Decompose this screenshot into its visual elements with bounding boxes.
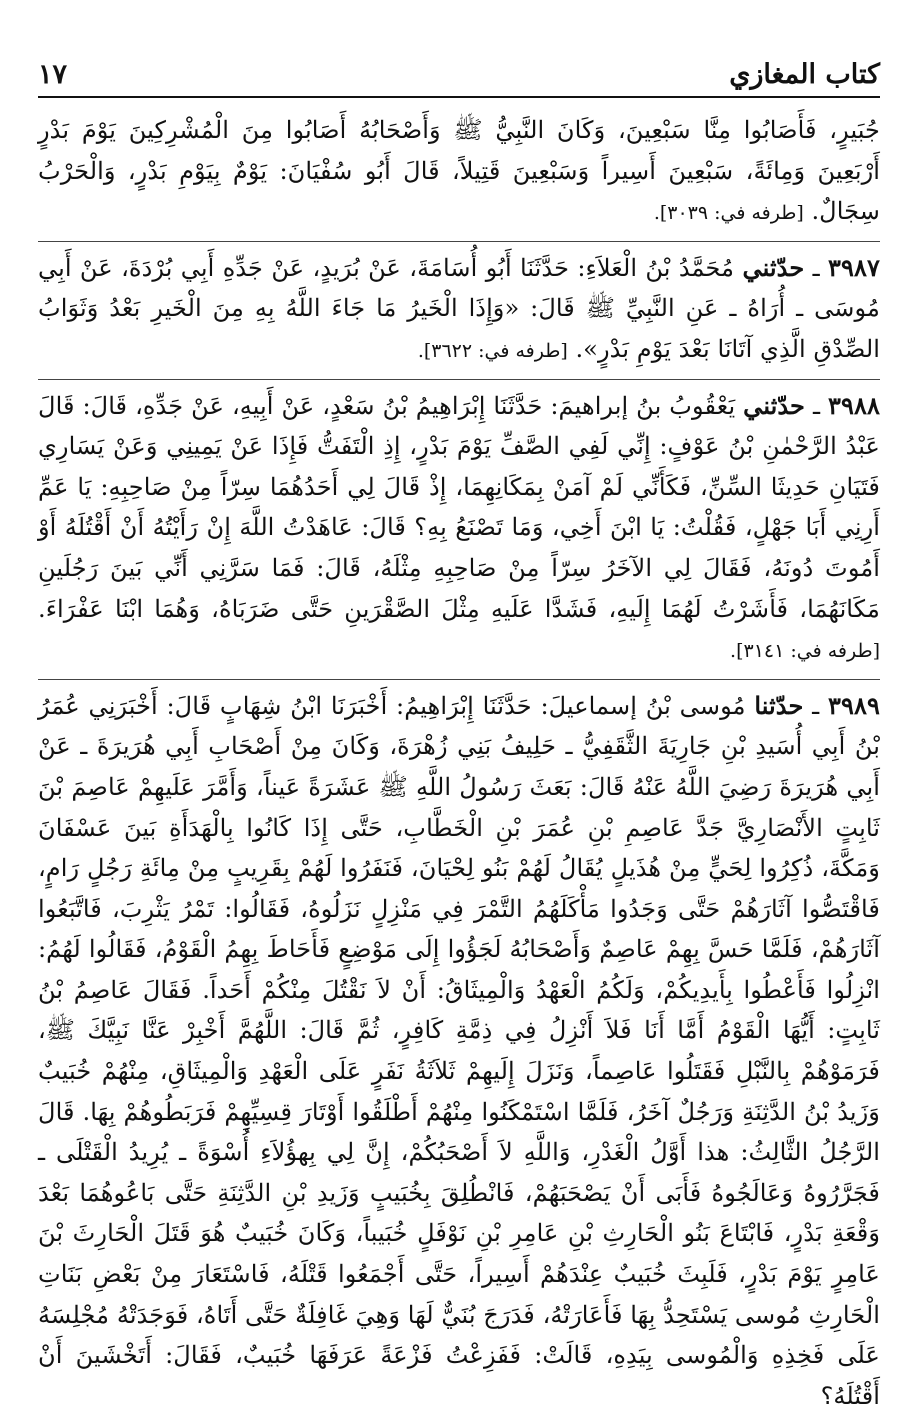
hadith-paragraph: ٣٩٨٩ ـ حدّثنا مُوسى بْنُ إسماعيلَ: حَدَّثَنَا إِبْرَاهِيمُ: أَخْبَرَنَا ابْنُ شِهَابٍ قَالَ: أَخْبَرَنِي عُمَرُ بْنُ أَبِي أُسَيدِ بْنِ جَارِيَةَ الثَّقَفِيُّ ـ حَلِيفُ بَنِي زُهْرَةَ، وَكَانَ مِنْ أَصْحَابِ أَبِي هُرَيرَةَ ـ عَنْ أَبِي هُرَيرَةَ رَضِيَ اللَّهُ عَنْهُ قَالَ: بَعَثَ رَسُولُ اللَّهِ ﷺ عَشَرَةً عَيناً، وَأَمَّرَ عَلَيهِمْ عَاصِمَ بْنَ ثَابِتٍ الأَنْصَارِيَّ جَدَّ عَاصِمِ بْنِ عُمَرَ بْنِ الْخَطَّابِ، حَتَّى إِذَا كَانُوا بِالْهَدَأَةِ بَينَ عَسْفَانَ وَمَكَّةَ، ذُكِرُوا لِحَيٍّ مِنْ هُذَيلٍ يُقَالُ لَهُمْ بَنُو لِحْيَانَ، فَنَفَرُوا لَهُمْ بِقَرِيبٍ مِنْ مِائَةِ رَجُلٍ رَامٍ، فَاقْتَصُّوا آثَارَهُمْ حَتَّى وَجَدُوا مَأْكَلَهُمُ التَّمْرَ فِي مَنْزِلٍ نَزَلُوهُ، فَقَالُوا: تَمْرُ يَثْرِبَ، فَاتَّبَعُوا آثَارَهُمْ، فَلَمَّا حَسَّ بِهِمْ عَاصِمٌ وَأَصْحَابُهُ لَجَؤُوا إِلَى مَوْضِعٍ فَأَحَاطَ بِهِمُ الْقَوْمُ، فَقَالُوا لَهُمُ: انْزِلُوا فَأَعْطُوا بِأَيدِيكُمْ، وَلَكُمُ الْعَهْدُ وَالْمِيثَاقُ: أَنْ لاَ نَقْتُلَ مِنْكُمْ أَحَداً. فَقَالَ عَاصِمُ بْنُ ثَابِتٍ: أَيُّهَا الْقَوْمُ أَمَّا أَنَا فَلاَ أَنْزِلُ فِي ذِمَّةِ كَافِرٍ، ثُمَّ قَالَ: اللَّهُمَّ أَخْبِرْ عَنَّا نَبِيَّكَ ﷺ، فَرَمَوْهُمْ بِالنَّبْلِ فَقَتَلُوا عَاصِماً، وَنَزَلَ إِلَيهِمْ ثَلاَثَةُ نَفَرٍ عَلَى الْعَهْدِ وَالْمِيثَاقِ، مِنْهُمْ خُبَيبٌ وَزَيدُ بْنُ الدَّثِنَةِ وَرَجُلٌ آخَرُ، فَلَمَّا اسْتَمْكَنُوا مِنْهُمْ أَطْلَقُوا أَوْتَارَ قِسِيِّهِمْ فَرَبَطُوهُمْ بِهَا. قَالَ الرَّجُلُ الثَّالِثُ: هذا أَوَّلُ الْغَدْرِ، وَاللَّهِ لاَ أَصْحَبُكُمْ، إِنَّ لِي بِهؤُلاَءِ أُسْوَةً ـ يُرِيدُ الْقَتْلَى ـ فَجَرَّرُوهُ وَعَالَجُوهُ فَأَبَى أَنْ يَصْحَبَهُمْ، فَانْطُلِقَ بِخُبَيبٍ وَزَيدِ بْنِ الدَّثِنَةِ حَتَّى بَاعُوهُمَا بَعْدَ وَقْعَةِ بَدْرٍ، فَابْتَاعَ بَنُو الْحَارِثِ بْنِ عَامِرِ بْنِ نَوْفَلٍ خُبَيباً، وَكَانَ خُبَيبٌ هُوَ قَتَلَ الْحَارِثَ بْنَ عَامِرٍ يَوْمَ بَدْرٍ، فَلَبِثَ خُبَيبٌ عِنْدَهُمْ أَسِيراً، حَتَّى أَجْمَعُوا قَتْلَهُ، فَاسْتَعَارَ مِنْ بَعْضِ بَنَاتِ الْحَارِثِ مُوسى يَسْتَحِدُّ بِهَا فَأَعَارَتْهُ، فَدَرَجَ بُنَيٌّ لَهَا وَهِيَ غَافِلَةٌ حَتَّى أَتَاهُ، فَوَجَدَتْهُ مُجْلِسَهُ عَلَى فَخِذِهِ وَالْمُوسى بِيَدِهِ، قَالَتْ: فَفَزِعْتُ فَزْعَةً عَرَفَهَا خُبَيبٌ، فَقَالَ: أَتَخْشَينَ أَنْ أَقْتُلَهُ؟	[38, 690, 880, 1410]
narration-opener: حدّثنا	[754, 690, 804, 720]
running-header	[38, 46, 880, 98]
hadith-paragraph: ٣٩٨٧ ـ حدّثني مُحَمَّدُ بْنُ الْعَلاَءِ: حَدَّثَنَا أَبُو أُسَامَةَ، عَنْ بُرَيدٍ، عَنْ جَدِّهِ أَبِي بُرْدَةَ، عَنْ أَبِي مُوسَى ـ أُرَاهُ ـ عَنِ النَّبِيِّ ﷺ قَالَ: «وَإِذَا الْخَيرُ مَا جَاءَ اللَّهُ بِهِ مِنَ الْخَيرِ بَعْدُ وَثَوَابُ الصِّدْقِ الَّذِي آتَانَا بَعْدَ يَوْمِ بَدْرٍ». [طرفه في: ٣٦٢٢].	[38, 252, 880, 363]
hadith-number: ٣٩٨٧	[828, 252, 880, 282]
hadith-text: مُوسى بْنُ إسماعيلَ: حَدَّثَنَا إِبْرَاهِيمُ: أَخْبَرَنَا ابْنُ شِهَابٍ قَالَ: أَخْبَرَنِي عُمَرُ بْنُ أَبِي أُسَيدِ بْنِ جَارِيَةَ الثَّقَفِيُّ ـ حَلِيفُ بَنِي زُهْرَةَ، وَكَانَ مِنْ أَصْحَابِ أَبِي هُرَيرَةَ ـ عَنْ أَبِي هُرَيرَةَ رَضِيَ اللَّهُ عَنْهُ قَالَ: بَعَثَ رَسُولُ اللَّهِ ﷺ عَشَرَةً عَيناً، وَأَمَّرَ عَلَيهِمْ عَاصِمَ بْنَ ثَابِتٍ الأَنْصَارِيَّ جَدَّ عَاصِمِ بْنِ عُمَرَ بْنِ الْخَطَّابِ، حَتَّى إِذَا كَانُوا بِالْهَدَأَةِ بَينَ عَسْفَانَ وَمَكَّةَ، ذُكِرُوا لِحَيٍّ مِنْ هُذَيلٍ يُقَالُ لَهُمْ بَنُو لِحْيَانَ، فَنَفَرُوا لَهُمْ بِقَرِيبٍ مِنْ مِائَةِ رَجُلٍ رَامٍ، فَاقْتَصُّوا آثَارَهُمْ حَتَّى وَجَدُوا مَأْكَلَهُمُ التَّمْرَ فِي مَنْزِلٍ نَزَلُوهُ، فَقَالُوا: تَمْرُ يَثْرِبَ، فَاتَّبَعُوا آثَارَهُمْ، فَلَمَّا حَسَّ بِهِمْ عَاصِمٌ وَأَصْحَابُهُ لَجَؤُوا إِلَى مَوْضِعٍ فَأَحَاطَ بِهِمُ الْقَوْمُ، فَقَالُوا لَهُمُ: انْزِلُوا فَأَعْطُوا بِأَيدِيكُمْ، وَلَكُمُ الْعَهْدُ وَالْمِيثَاقُ: أَنْ لاَ نَقْتُلَ مِنْكُمْ أَحَداً. فَقَالَ عَاصِمُ بْنُ ثَابِتٍ: أَيُّهَا الْقَوْمُ أَمَّا أَنَا فَلاَ أَنْزِلُ فِي ذِمَّةِ كَافِرٍ، ثُمَّ قَالَ: اللَّهُمَّ أَخْبِرْ عَنَّا نَبِيَّكَ ﷺ، فَرَمَوْهُمْ بِالنَّبْلِ فَقَتَلُوا عَاصِماً، وَنَزَلَ إِلَيهِمْ ثَلاَثَةُ نَفَرٍ عَلَى الْعَهْدِ وَالْمِيثَاقِ، مِنْهُمْ خُبَيبٌ وَزَيدُ بْنُ الدَّثِنَةِ وَرَجُلٌ آخَرُ، فَلَمَّا اسْتَمْكَنُوا مِنْهُمْ أَطْلَقُوا أَوْتَارَ قِسِيِّهِمْ فَرَبَطُوهُمْ بِهَا. قَالَ الرَّجُلُ الثَّالِثُ: هذا أَوَّلُ الْغَدْرِ، وَاللَّهِ لاَ أَصْحَبُكُمْ، إِنَّ لِي بِهؤُلاَءِ أُسْوَةً ـ يُرِيدُ الْقَتْلَى ـ فَجَرَّرُوهُ وَعَالَجُوهُ فَأَبَى أَنْ يَصْحَبَهُمْ، فَانْطُلِقَ بِخُبَيبٍ وَزَيدِ بْنِ الدَّثِنَةِ حَتَّى بَاعُوهُمَا بَعْدَ وَقْعَةِ بَدْرٍ، فَابْتَاعَ بَنُو الْحَارِثِ بْنِ عَامِرِ بْنِ نَوْفَلٍ خُبَيباً، وَكَانَ خُبَيبٌ هُوَ قَتَلَ الْحَارِثَ بْنَ عَامِرٍ يَوْمَ بَدْرٍ، فَلَبِثَ خُبَيبٌ عِنْدَهُمْ أَسِيراً، حَتَّى أَجْمَعُوا قَتْلَهُ، فَاسْتَعَارَ مِنْ بَعْضِ بَنَاتِ الْحَارِثِ مُوسى يَسْتَحِدُّ بِهَا فَأَعَارَتْهُ، فَدَرَجَ بُنَيٌّ لَهَا وَهِيَ غَافِلَةٌ حَتَّى أَتَاهُ، فَوَجَدَتْهُ مُجْلِسَهُ عَلَى فَخِذِهِ وَالْمُوسى بِيَدِهِ، قَالَتْ: فَفَزِعْتُ فَزْعَةً عَرَفَهَا خُبَيبٌ، فَقَالَ: أَتَخْشَينَ أَنْ أَقْتُلَهُ؟	[38, 691, 880, 1410]
cross-reference: [طرفه في: ٣٦٢٢].	[417, 339, 568, 362]
chapter-title: كتاب المغازي	[729, 59, 880, 90]
hadith-text: جُبَيرٍ، فَأَصَابُوا مِنَّا سَبْعِينَ، وَكَانَ النَّبِيُّ ﷺ وَأَصْحَابُهُ أَصَابُوا مِنَ الْمُشْرِكِينَ يَوْمَ بَدْرٍ أَرْبَعِينَ وَمِائَةً، سَبْعِينَ أَسِيراً وَسَبْعِينَ قَتِيلاً، قَالَ أَبُو سُفْيَانَ: يَوْمٌ بِيَوْمِ بَدْرٍ، وَالْحَرْبُ سِجَالٌ.	[38, 116, 880, 226]
cross-reference: [طرفه في: ٣٠٣٩].	[653, 202, 804, 225]
paragraph-divider	[38, 241, 880, 242]
book-page	[38, 46, 880, 1410]
hadith-paragraph	[38, 110, 880, 234]
page-number: ١٧	[38, 59, 68, 90]
paragraph-divider	[38, 679, 880, 680]
hadith-text: يَعْقُوبُ بنُ إبراهيمَ: حَدَّثَنَا إِبْرَاهِيمُ بْنُ سَعْدٍ، عَنْ أَبِيهِ، عَنْ جَدِّهِ، قَالَ: قَالَ عَبْدُ الرَّحْمٰنِ بْنُ عَوْفٍ: إِنِّي لَفِي الصَّفِّ يَوْمَ بَدْرٍ، إِذِ الْتَفَتُّ فَإِذَا عَنْ يَمِينِي وَعَنْ يَسَارِي فَتَيَانِ حَدِيثَا السِّنِّ، فَكَأَنِّي لَمْ آمَنْ بِمَكَانِهِمَا، إِذْ قَالَ لِي أَحَدُهُمَا سِرّاً مِنْ صَاحِبِهِ: يَا عَمِّ أَرِنِي أَبَا جَهْلٍ، فَقُلْتُ: يَا ابْنَ أَخِي، وَمَا تَصْنَعُ بِهِ؟ قَالَ: عَاهَدْتُ اللَّهَ إِنْ رَأَيْتُهُ أَنْ أَقْتُلَهُ أَوْ أَمُوتَ دُونَهُ، فَقَالَ لِي الآخَرُ سِرّاً مِنْ صَاحِبِهِ مِثْلَهُ، قَالَ: فَمَا سَرَّنِي أَنِّي بَينَ رَجُلَينِ مَكَانَهُمَا، فَأَشَرْتُ لَهُمَا إِلَيهِ، فَشَدَّا عَلَيهِ مِثْلَ الصَّقْرَينِ حَتَّى ضَرَبَاهُ، وَهُمَا ابْنَا عَفْرَاءَ.	[38, 391, 880, 623]
narration-opener: حدّثني	[743, 390, 806, 420]
hadith-paragraph: ٣٩٨٨ ـ حدّثني يَعْقُوبُ بنُ إبراهيمَ: حَدَّثَنَا إِبْرَاهِيمُ بْنُ سَعْدٍ، عَنْ أَبِيهِ، عَنْ جَدِّهِ، قَالَ: قَالَ عَبْدُ الرَّحْمٰنِ بْنُ عَوْفٍ: إِنِّي لَفِي الصَّفِّ يَوْمَ بَدْرٍ، إِذِ الْتَفَتُّ فَإِذَا عَنْ يَمِينِي وَعَنْ يَسَارِي فَتَيَانِ حَدِيثَا السِّنِّ، فَكَأَنِّي لَمْ آمَنْ بِمَكَانِهِمَا، إِذْ قَالَ لِي أَحَدُهُمَا سِرّاً مِنْ صَاحِبِهِ: يَا عَمِّ أَرِنِي أَبَا جَهْلٍ، فَقُلْتُ: يَا ابْنَ أَخِي، وَمَا تَصْنَعُ بِهِ؟ قَالَ: عَاهَدْتُ اللَّهَ إِنْ رَأَيْتُهُ أَنْ أَقْتُلَهُ أَوْ أَمُوتَ دُونَهُ، فَقَالَ لِي الآخَرُ سِرّاً مِنْ صَاحِبِهِ مِثْلَهُ، قَالَ: فَمَا سَرَّنِي أَنِّي بَينَ رَجُلَينِ مَكَانَهُمَا، فَأَشَرْتُ لَهُمَا إِلَيهِ، فَشَدَّا عَلَيهِ مِثْلَ الصَّقْرَينِ حَتَّى ضَرَبَاهُ، وَهُمَا ابْنَا عَفْرَاءَ. [طرفه في: ٣١٤١].	[38, 390, 880, 663]
narration-opener: حدّثني	[742, 252, 805, 282]
body-text	[38, 110, 880, 1416]
hadith-text: مُحَمَّدُ بْنُ الْعَلاَءِ: حَدَّثَنَا أَبُو أُسَامَةَ، عَنْ بُرَيدٍ، عَنْ جَدِّهِ أَبِي بُرْدَةَ، عَنْ أَبِي مُوسَى ـ أُرَاهُ ـ عَنِ النَّبِيِّ ﷺ قَالَ: «وَإِذَا الْخَيرُ مَا جَاءَ اللَّهُ بِهِ مِنَ الْخَيرِ بَعْدُ وَثَوَابُ الصِّدْقِ الَّذِي آتَانَا بَعْدَ يَوْمِ بَدْرٍ».	[38, 253, 880, 363]
hadith-number: ٣٩٨٨	[828, 390, 880, 420]
hadith-number: ٣٩٨٩	[828, 690, 880, 720]
paragraph-divider	[38, 379, 880, 380]
cross-reference: [طرفه في: ٣١٤١].	[730, 640, 880, 663]
